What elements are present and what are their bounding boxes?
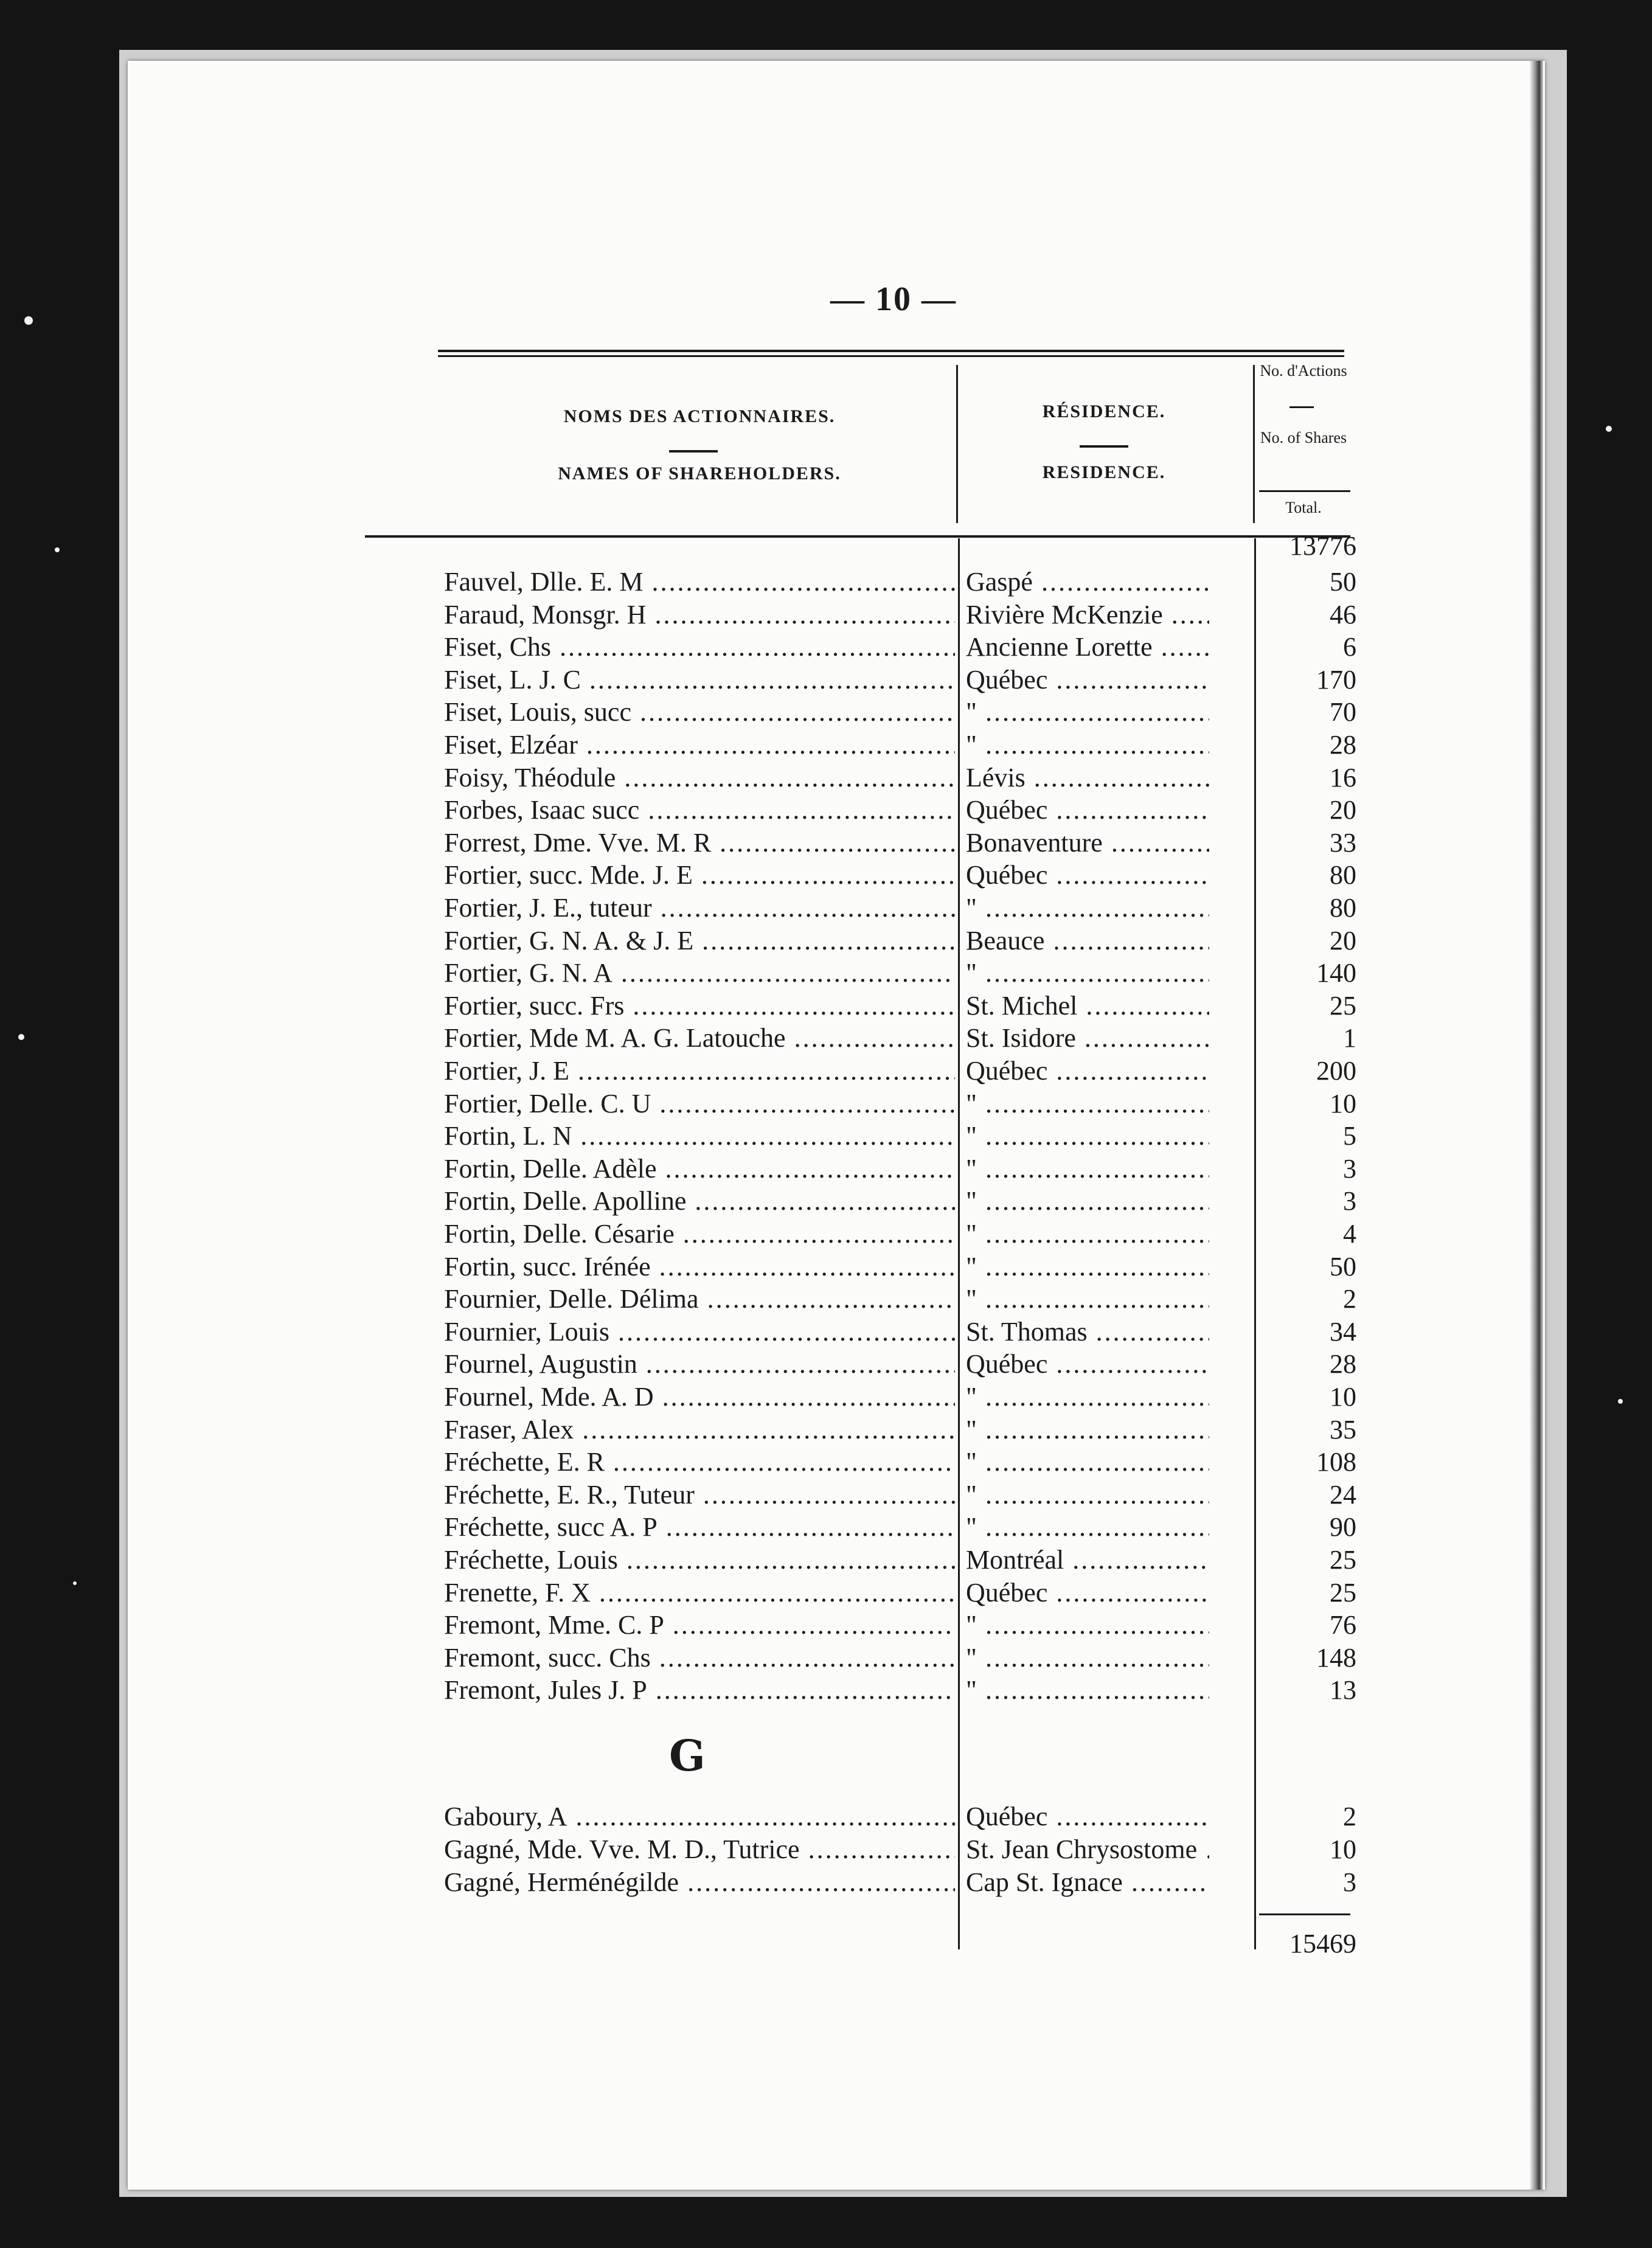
shareholder-residence: " ..... (966, 1609, 1209, 1642)
shareholder-shares: 170 (1316, 664, 1356, 695)
shareholder-name: Gagné, Herménégilde ..... (444, 1866, 955, 1899)
table-row (444, 1479, 1356, 1511)
table-row (444, 664, 1356, 696)
table-row (444, 794, 1356, 827)
table-row (444, 1609, 1356, 1642)
header-shares-en: No. of Shares (1260, 429, 1347, 446)
shareholder-shares: 3 (1343, 1867, 1356, 1897)
table-row (444, 892, 1356, 925)
dust-speck (1618, 1399, 1623, 1404)
dust-speck (55, 547, 60, 552)
shareholder-residence: " ..... (966, 1088, 1209, 1120)
shareholder-name: Fremont, succ. Chs ..... (444, 1642, 955, 1674)
header-residence-en: RESIDENCE. (1042, 462, 1166, 482)
header-residence-fr: RÉSIDENCE. (1042, 401, 1166, 422)
shareholder-shares: 76 (1330, 1610, 1356, 1640)
shareholder-name: Fournier, Delle. Délima ..... (444, 1283, 955, 1316)
table-row (444, 1674, 1356, 1707)
shareholder-residence: " ..... (966, 1642, 1209, 1674)
table-row (444, 1511, 1356, 1544)
binding-edge (1530, 61, 1543, 2190)
shareholder-name: Gaboury, A ..... (444, 1800, 955, 1833)
shareholder-name: Fréchette, E. R., Tuteur ..... (444, 1479, 955, 1511)
shareholder-residence: Ancienne Lorette ..... (966, 631, 1209, 664)
shareholder-residence: " ..... (966, 957, 1209, 990)
shareholder-shares: 108 (1316, 1447, 1356, 1477)
shareholder-shares: 34 (1330, 1316, 1356, 1347)
table-row (444, 1544, 1356, 1577)
shareholder-name: Fortin, Delle. Apolline ..... (444, 1185, 955, 1218)
shareholder-shares: 46 (1330, 599, 1356, 630)
shareholder-residence: Québec ..... (966, 1800, 1209, 1833)
shareholder-shares: 80 (1330, 860, 1356, 890)
shareholder-residence: Québec ..... (966, 1055, 1209, 1088)
dust-speck (24, 316, 33, 325)
table-row (444, 859, 1356, 892)
shareholder-name: Fremont, Mme. C. P ..... (444, 1609, 955, 1642)
shareholder-residence: " ..... (966, 1674, 1209, 1707)
table-row (444, 1218, 1356, 1251)
table-row (444, 957, 1356, 990)
section-letter-g: G (669, 1730, 706, 1781)
shareholder-residence: " ..... (966, 729, 1209, 761)
shareholder-shares: 50 (1330, 1251, 1356, 1282)
table-row (444, 566, 1356, 598)
table-row (444, 1446, 1356, 1479)
table-row (444, 631, 1356, 664)
table-row (444, 1833, 1356, 1866)
shareholder-residence: Lévis ..... (966, 761, 1209, 794)
shareholder-residence: " ..... (966, 1283, 1209, 1316)
shareholder-shares: 20 (1330, 795, 1356, 825)
shareholder-name: Fortin, succ. Irénée ..... (444, 1251, 955, 1283)
shareholder-shares: 70 (1330, 697, 1356, 727)
header-bottom-rule (365, 535, 1350, 538)
shareholder-residence: Québec ..... (966, 1577, 1209, 1609)
table-row (444, 1348, 1356, 1381)
shareholder-name: Fortier, succ. Mde. J. E ..... (444, 859, 955, 892)
shareholder-residence: " ..... (966, 1120, 1209, 1153)
table-row (444, 696, 1356, 729)
shareholder-shares: 50 (1330, 567, 1356, 597)
table-row (444, 1022, 1356, 1055)
table-row (444, 1153, 1356, 1185)
shareholder-name: Fortin, L. N ..... (444, 1120, 955, 1153)
shareholder-residence: " ..... (966, 1479, 1209, 1511)
carried-total: 13776 (1289, 531, 1356, 561)
dust-speck (1606, 426, 1612, 432)
shareholder-residence: " ..... (966, 1218, 1209, 1251)
table-row (444, 1381, 1356, 1414)
shareholder-shares: 25 (1330, 1577, 1356, 1608)
shareholder-name: Fortin, Delle. Adèle ..... (444, 1153, 955, 1185)
table-row (444, 1577, 1356, 1609)
shareholder-shares: 4 (1343, 1219, 1356, 1249)
shareholder-residence: " ..... (966, 1381, 1209, 1414)
shareholder-shares: 16 (1330, 762, 1356, 793)
shareholder-name: Fréchette, Louis ..... (444, 1544, 955, 1577)
shareholder-residence: Québec ..... (966, 664, 1209, 696)
shareholder-residence: " ..... (966, 1185, 1209, 1218)
shareholder-shares: 2 (1343, 1284, 1356, 1314)
table-row (444, 729, 1356, 761)
shareholder-shares: 10 (1330, 1834, 1356, 1864)
shareholder-shares: 20 (1330, 925, 1356, 956)
dust-speck (18, 1034, 24, 1040)
shareholder-residence: " ..... (966, 1153, 1209, 1185)
table-row (444, 1120, 1356, 1153)
table-row (444, 1414, 1356, 1446)
table-row (444, 1185, 1356, 1218)
table-row (444, 1055, 1356, 1088)
table-row (444, 1251, 1356, 1283)
shareholder-residence: Québec ..... (966, 1348, 1209, 1381)
shareholder-name: Gagné, Mde. Vve. M. D., Tutrice ..... (444, 1833, 955, 1866)
shareholder-name: Fortier, J. E ..... (444, 1055, 955, 1088)
shareholder-residence: Bonaventure ..... (966, 827, 1209, 859)
shareholder-shares: 3 (1343, 1186, 1356, 1216)
shareholder-name: Frenette, F. X ..... (444, 1577, 955, 1609)
table-row (444, 598, 1356, 631)
shareholder-shares: 28 (1330, 1349, 1356, 1379)
shareholder-shares: 6 (1343, 632, 1356, 662)
shareholder-residence: Québec ..... (966, 794, 1209, 827)
shareholder-shares: 140 (1316, 958, 1356, 988)
table-row (444, 761, 1356, 794)
shareholder-shares: 1 (1343, 1023, 1356, 1053)
table-row (444, 990, 1356, 1022)
table-row (444, 1642, 1356, 1674)
shareholder-residence: Gaspé ..... (966, 566, 1209, 598)
shareholder-residence: St. Michel ..... (966, 990, 1209, 1022)
shareholder-residence: St. Isidore ..... (966, 1022, 1209, 1055)
header-dash (1080, 445, 1128, 448)
table-row (444, 1316, 1356, 1348)
shareholder-shares: 3 (1343, 1153, 1356, 1184)
table-row (444, 925, 1356, 957)
dust-speck (73, 1581, 77, 1585)
shareholder-name: Fournel, Mde. A. D ..... (444, 1381, 955, 1414)
shareholder-name: Forbes, Isaac succ ..... (444, 794, 955, 827)
header-top-rule (438, 350, 1344, 357)
shareholder-residence: Montréal ..... (966, 1544, 1209, 1577)
shareholder-shares: 25 (1330, 990, 1356, 1021)
shareholder-shares: 200 (1316, 1056, 1356, 1086)
shareholder-shares: 2 (1343, 1802, 1356, 1831)
table-row (444, 1800, 1356, 1833)
shareholder-residence: " ..... (966, 1511, 1209, 1544)
shareholder-name: Fortier, Delle. C. U ..... (444, 1088, 955, 1120)
shareholder-name: Foisy, Théodule ..... (444, 761, 955, 794)
shareholder-residence: Cap St. Ignace ..... (966, 1866, 1209, 1899)
shareholder-residence: " ..... (966, 1251, 1209, 1283)
final-total: 15469 (1289, 1929, 1356, 1958)
shareholder-name: Fiset, Elzéar ..... (444, 729, 955, 761)
table-row (444, 1283, 1356, 1316)
shareholder-residence: " ..... (966, 1414, 1209, 1446)
header-dash (1289, 406, 1314, 408)
shareholder-residence: " ..... (966, 892, 1209, 925)
shareholder-name: Fiset, Louis, succ ..... (444, 696, 955, 729)
header-total-rule (1259, 490, 1350, 492)
shareholder-name: Fremont, Jules J. P ..... (444, 1674, 955, 1707)
shareholder-name: Fortier, G. N. A. & J. E ..... (444, 925, 955, 957)
shareholder-shares: 10 (1330, 1382, 1356, 1412)
table-row (444, 827, 1356, 859)
shareholder-name: Fréchette, E. R ..... (444, 1446, 955, 1479)
shareholder-name: Fortier, G. N. A ..... (444, 957, 955, 990)
shareholder-shares: 28 (1330, 730, 1356, 760)
shareholder-name: Faraud, Monsgr. H ..... (444, 598, 955, 631)
header-shares-fr: No. d'Actions (1260, 362, 1347, 380)
shareholder-shares: 5 (1343, 1121, 1356, 1151)
shareholder-name: Fournel, Augustin ..... (444, 1348, 955, 1381)
page-number: — 10 — (830, 280, 957, 318)
shareholder-name: Fortier, succ. Frs ..... (444, 990, 955, 1022)
shareholder-name: Fiset, L. J. C ..... (444, 664, 955, 696)
shareholder-shares: 33 (1330, 827, 1356, 858)
header-names-fr: NOMS DES ACTIONNAIRES. (563, 406, 836, 426)
shareholder-name: Fauvel, Dlle. E. M ..... (444, 566, 955, 598)
shareholder-shares: 13 (1330, 1675, 1356, 1705)
final-total-rule (1259, 1913, 1350, 1915)
table-row (444, 1088, 1356, 1120)
header-column-divider (956, 365, 958, 523)
shareholder-name: Fortier, Mde M. A. G. Latouche ..... (444, 1022, 955, 1055)
header-names-en: NAMES OF SHAREHOLDERS. (558, 463, 841, 484)
shareholder-name: Fraser, Alex ..... (444, 1414, 955, 1446)
shareholder-name: Fournier, Louis ..... (444, 1316, 955, 1348)
shareholder-name: Fortin, Delle. Césarie ..... (444, 1218, 955, 1251)
shareholder-name: Forrest, Dme. Vve. M. R ..... (444, 827, 955, 859)
shareholder-shares: 80 (1330, 893, 1356, 923)
header-dash (669, 450, 718, 453)
shareholder-name: Fiset, Chs ..... (444, 631, 955, 664)
shareholder-residence: St. Jean Chrysostome ..... (966, 1833, 1209, 1866)
shareholder-residence: Québec ..... (966, 859, 1209, 892)
shareholder-residence: Rivière McKenzie ..... (966, 598, 1209, 631)
shareholder-name: Fortier, J. E., tuteur ..... (444, 892, 955, 925)
shareholder-residence: " ..... (966, 1446, 1209, 1479)
shareholder-residence: Beauce ..... (966, 925, 1209, 957)
header-column-divider (1253, 365, 1255, 523)
shareholder-residence: " ..... (966, 696, 1209, 729)
shareholder-shares: 148 (1316, 1642, 1356, 1673)
header-total-label: Total. (1285, 499, 1322, 516)
shareholder-shares: 90 (1330, 1512, 1356, 1542)
shareholder-residence: St. Thomas ..... (966, 1316, 1209, 1348)
shareholder-name: Fréchette, succ A. P ..... (444, 1511, 955, 1544)
shareholder-shares: 10 (1330, 1088, 1356, 1119)
shareholder-shares: 24 (1330, 1479, 1356, 1510)
shareholder-shares: 25 (1330, 1545, 1356, 1575)
table-row (444, 1866, 1356, 1899)
shareholder-shares: 35 (1330, 1414, 1356, 1445)
